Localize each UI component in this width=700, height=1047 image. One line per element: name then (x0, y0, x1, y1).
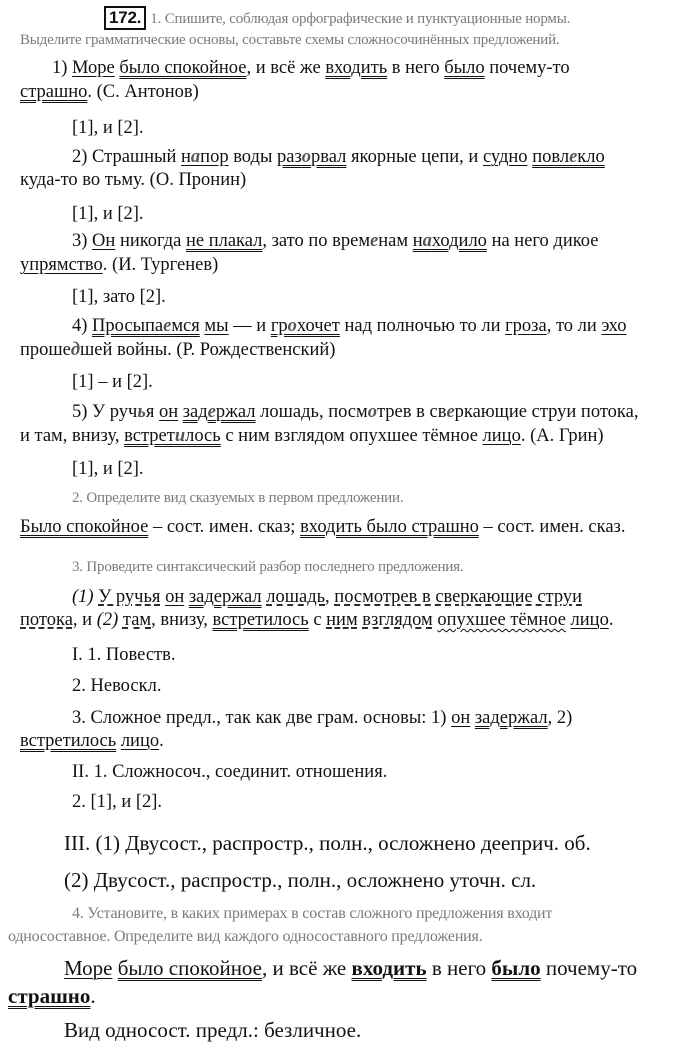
highlight-letter: е (569, 147, 578, 167)
text: Страшный (92, 147, 182, 167)
adverbial: там (122, 610, 152, 630)
text: с (313, 610, 327, 630)
adverbial: взглядом (362, 610, 433, 630)
subject: он (158, 402, 179, 422)
task4-answer-line2 (8, 984, 700, 1009)
subject: лицо (482, 426, 521, 446)
predicate: было (444, 58, 485, 78)
text: . (А. Грин) (520, 426, 604, 446)
text: якорные цепи, и (346, 147, 483, 167)
text: проше (20, 340, 71, 360)
subject: гроза (505, 316, 547, 336)
text: в него (387, 58, 445, 78)
highlight-letter: е (207, 402, 216, 422)
participial-phrase: посмотрев в сверкающие струи (334, 587, 583, 607)
text: мся (171, 316, 200, 336)
sentence-3-line2 (20, 255, 700, 276)
subject: лицо (120, 731, 160, 751)
text: лось (185, 426, 221, 446)
text: я (145, 402, 159, 422)
analysis-II-2: 2. [1], и [2]. (72, 792, 163, 812)
highlight-letter: е (163, 316, 172, 336)
text: , 2) (547, 708, 573, 728)
text: нам (378, 231, 413, 251)
predicate: не плакал (185, 231, 263, 251)
text: почему-то (484, 58, 570, 78)
predicate: было спокойное (117, 956, 263, 980)
analysis-I-1: I. 1. Повеств. (72, 645, 176, 665)
task4-conclusion: Вид односост. предл.: безличное. (64, 1018, 362, 1042)
text: 3. Сложное предл., так как две грам. основы: 1) (72, 708, 452, 728)
subject: он (165, 587, 185, 607)
text: . (90, 984, 96, 1008)
sentence-1-line2 (20, 82, 700, 103)
object: ним (326, 610, 358, 630)
parse-line1 (72, 587, 700, 608)
predicate (183, 402, 256, 422)
sentence-3-line1 (72, 231, 700, 252)
text: — и (228, 316, 271, 336)
predicate (532, 147, 605, 167)
task3-prompt: 3. Проведите синтаксический разбор последнего предложения. (72, 559, 464, 575)
text: – сост. имен. сказ; (148, 517, 301, 537)
sentence-4-line2 (20, 340, 700, 361)
text: ходило (431, 231, 487, 251)
text: ржал (215, 402, 256, 422)
text: . (159, 731, 164, 751)
text: раз (277, 147, 302, 167)
task4-prompt-line1: 4. Установите, в каких примерах в состав сложного предложения входит (72, 905, 553, 922)
predicate: встретилось (212, 610, 309, 630)
text: и там, внизу, (20, 426, 125, 446)
text: рвал (311, 147, 347, 167)
text: , и (72, 610, 97, 630)
text: ркающие струи потока, (454, 402, 639, 422)
subject: Море (72, 58, 115, 78)
analysis-II-1: II. 1. Сложносоч., соединит. отношения. (72, 762, 388, 782)
sentence-2-line2: куда-то во тьму. (О. Пронин) (20, 170, 247, 190)
task2-answer (20, 517, 700, 538)
scheme-1: [1], и [2]. (72, 118, 144, 138)
sentence-number: 2) (72, 147, 88, 167)
predicate: встретилось (20, 731, 117, 751)
task1-heading (104, 6, 700, 30)
sentence-5-line2 (20, 426, 700, 447)
predicate-one-member: входить (351, 956, 427, 980)
highlight-letter: а (422, 231, 432, 251)
analysis-III-1: III. (1) Двусост., распростр., полн., осложнено дееприч. об. (64, 831, 591, 855)
text: н (181, 147, 191, 167)
scheme-4: [1] – и [2]. (72, 372, 153, 392)
scheme-3: [1], зато [2]. (72, 287, 166, 307)
clause-marker: (1) (72, 587, 94, 607)
text: , (325, 587, 335, 607)
highlight-letter: и (174, 426, 186, 446)
subject: Море (64, 956, 113, 980)
sentence-4-line1 (72, 316, 700, 337)
subject: лицо (570, 610, 609, 630)
highlight-letter: а (190, 147, 201, 167)
predicate-one-member: было (491, 956, 541, 980)
text: гр (270, 316, 288, 336)
task4-prompt-line2: односоставное. Определите вид каждого односоставного предложения. (8, 928, 483, 945)
text: почему-то (540, 956, 638, 980)
text: с ним взглядом опухшее тёмное (220, 426, 483, 446)
sentence-number: 3) (72, 231, 88, 251)
sentence-5-line1 (72, 402, 700, 423)
text: повл (532, 147, 570, 167)
text: н (412, 231, 423, 251)
subject: эхо (601, 316, 627, 336)
text: в него (426, 956, 492, 980)
predicate: страшно (20, 82, 88, 102)
scheme-5: [1], и [2]. (72, 459, 144, 479)
text: шей войны. (Р. Рождественский) (80, 340, 336, 360)
predicate (124, 426, 221, 446)
text: , и всё же (246, 58, 326, 78)
text: воды (228, 147, 277, 167)
text: – сост. имен. сказ. (478, 517, 626, 537)
participial-phrase: потока (20, 610, 73, 630)
object: лошадь (266, 587, 326, 607)
exercise-number: 172. (104, 6, 146, 30)
highlight-letter: е (446, 402, 455, 422)
clause-marker: (2) (96, 610, 119, 630)
predicate (92, 316, 200, 336)
highlight-letter: о (367, 402, 377, 422)
highlight-letter: е (370, 231, 379, 251)
task1-prompt-line2: Выделите грамматические основы, составьте схемы сложносочинённых предложений. (20, 32, 560, 48)
predicate (271, 316, 340, 336)
text: встрет (124, 426, 175, 446)
highlight-letter: ь (137, 402, 146, 422)
predicate: было спокойное (119, 58, 247, 78)
predicate: входить было страшно (300, 517, 479, 537)
analysis-III-2: (2) Двусост., распростр., полн., осложнено уточн. сл. (64, 868, 537, 892)
text: У руч (92, 402, 138, 422)
predicate: задержал (188, 587, 262, 607)
highlight-letter: о (301, 147, 312, 167)
text: зад (182, 402, 208, 422)
analysis-I-3-line2 (20, 731, 700, 752)
text: трев в св (376, 402, 447, 422)
highlight-letter: о (287, 316, 297, 336)
sentence-number: 4) (72, 316, 88, 336)
text: кло (577, 147, 605, 167)
task4-answer-line1 (64, 956, 700, 981)
text: Просыпа (92, 316, 164, 336)
task1-prompt-line1: 1. Спишите, соблюдая орфографические и пунктуационные нормы. (150, 11, 571, 27)
attribute: опухшее тёмное (437, 610, 566, 630)
text: никогда (115, 231, 186, 251)
text: хочет (296, 316, 340, 336)
highlight-letter: д (70, 340, 81, 360)
adverbial: У ручья (98, 587, 161, 607)
sentence-number: 1) (52, 58, 68, 78)
predicate: Было спокойное (20, 517, 149, 537)
predicate: задержал (474, 708, 548, 728)
subject: Он (92, 231, 116, 251)
parse-line2 (20, 610, 700, 631)
text: . (608, 610, 614, 630)
analysis-I-2: 2. Невоскл. (72, 676, 162, 696)
subject: упрямство (20, 255, 103, 275)
predicate (413, 231, 487, 251)
text: , внизу, (151, 610, 213, 630)
text: . (С. Антонов) (87, 82, 199, 102)
subject (181, 147, 229, 167)
text: . (И. Тургенев) (102, 255, 219, 275)
subject: он (451, 708, 471, 728)
predicate-one-member: страшно (8, 984, 91, 1008)
predicate: входить (325, 58, 388, 78)
text: над полночью то ли (339, 316, 506, 336)
text: на него дикое (486, 231, 599, 251)
subject: судно (482, 147, 528, 167)
text: , зато по врем (262, 231, 371, 251)
text: , и всё же (262, 956, 352, 980)
analysis-I-3-line1 (72, 708, 700, 729)
task2-prompt: 2. Определите вид сказуемых в первом предложении. (72, 490, 404, 506)
text: , то ли (546, 316, 602, 336)
subject: мы (204, 316, 229, 336)
predicate (277, 147, 346, 167)
text: пор (200, 147, 229, 167)
sentence-number: 5) (72, 402, 88, 422)
sentence-2-line1 (72, 147, 700, 168)
text: лошадь, посм (255, 402, 368, 422)
sentence-1-line1 (52, 58, 700, 79)
scheme-2: [1], и [2]. (72, 204, 144, 224)
